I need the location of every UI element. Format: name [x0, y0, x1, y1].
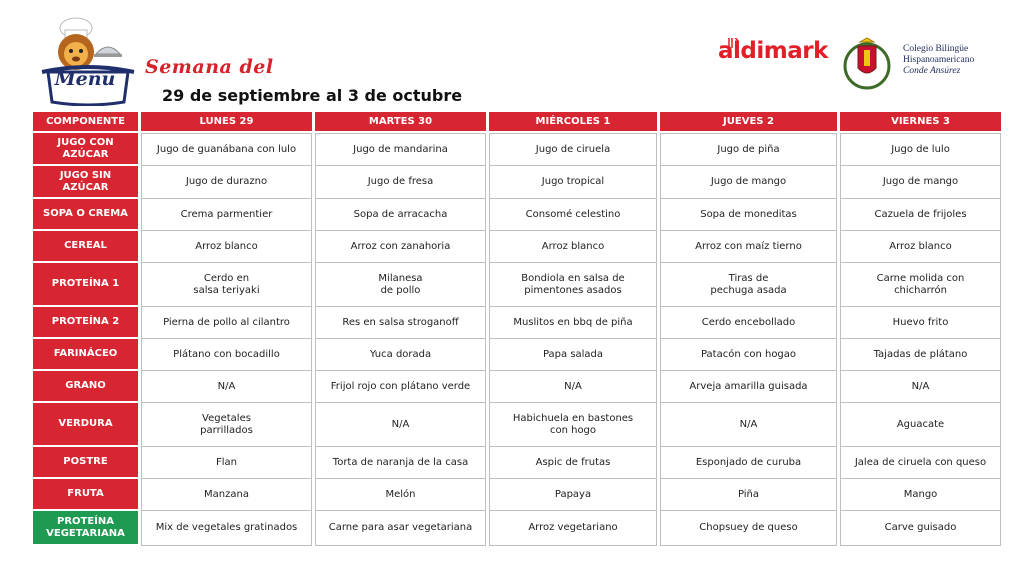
school-line-3: Conde Ansúrez: [903, 66, 961, 76]
menu-cell: Arroz blanco: [141, 231, 312, 263]
menu-cell: Sopa de arracacha: [315, 199, 486, 231]
menu-cell: Melón: [315, 479, 486, 511]
menu-cell: Arveja amarilla guisada: [660, 371, 837, 403]
menu-table: [33, 112, 992, 546]
chef-lion-mascot-icon: [38, 14, 138, 106]
menu-cell: Cazuela de frijoles: [840, 199, 1001, 231]
row-component-label: VERDURA: [33, 403, 138, 447]
school-crest-icon: [840, 36, 894, 90]
column-header-day: MARTES 30: [315, 112, 486, 133]
menu-cell: Yuca dorada: [315, 339, 486, 371]
menu-cell: Mix de vegetales gratinados: [141, 511, 312, 546]
column-header-day: LUNES 29: [141, 112, 312, 133]
brand-logo: aldimark: [718, 38, 828, 64]
row-component-label: GRANO: [33, 371, 138, 403]
menu-cell: Carne para asar vegetariana: [315, 511, 486, 546]
menu-cell: Jugo de mango: [840, 166, 1001, 199]
menu-cell: Jugo de mandarina: [315, 133, 486, 166]
menu-cell: Mango: [840, 479, 1001, 511]
menu-cell: Patacón con hogao: [660, 339, 837, 371]
menu-cell: Sopa de moneditas: [660, 199, 837, 231]
menu-cell: Arroz blanco: [489, 231, 657, 263]
menu-word: Menú: [54, 68, 116, 90]
menu-cell: Consomé celestino: [489, 199, 657, 231]
menu-cell: Esponjado de curuba: [660, 447, 837, 479]
menu-cell: Carne molida con chicharrón: [840, 263, 1001, 307]
menu-cell: Jalea de ciruela con queso: [840, 447, 1001, 479]
menu-cell: N/A: [141, 371, 312, 403]
page-title: Semana del: [145, 56, 274, 78]
menu-cell: Arroz vegetariano: [489, 511, 657, 546]
menu-cell: Vegetales parrillados: [141, 403, 312, 447]
menu-cell: Jugo de lulo: [840, 133, 1001, 166]
date-range: 29 de septiembre al 3 de octubre: [162, 86, 463, 105]
row-component-label: PROTEÍNA 2: [33, 307, 138, 339]
menu-cell: Jugo de guanábana con lulo: [141, 133, 312, 166]
row-component-label: SOPA O CREMA: [33, 199, 138, 231]
menu-cell: Cerdo en salsa teriyaki: [141, 263, 312, 307]
menu-cell: N/A: [840, 371, 1001, 403]
menu-cell: Milanesa de pollo: [315, 263, 486, 307]
menu-cell: Jugo de piña: [660, 133, 837, 166]
menu-cell: Jugo tropical: [489, 166, 657, 199]
row-component-label: POSTRE: [33, 447, 138, 479]
menu-cell: Frijol rojo con plátano verde: [315, 371, 486, 403]
column-header-componente: COMPONENTE: [33, 112, 138, 133]
menu-cell: N/A: [489, 371, 657, 403]
menu-cell: Plátano con bocadillo: [141, 339, 312, 371]
menu-cell: Jugo de ciruela: [489, 133, 657, 166]
row-component-label: FRUTA: [33, 479, 138, 511]
menu-cell: Tiras de pechuga asada: [660, 263, 837, 307]
menu-cell: Tajadas de plátano: [840, 339, 1001, 371]
row-component-label: PROTEÍNA 1: [33, 263, 138, 307]
menu-cell: Jugo de durazno: [141, 166, 312, 199]
school-line-2: Hispanoamericano: [903, 55, 975, 65]
menu-cell: Habichuela en bastones con hogo: [489, 403, 657, 447]
column-header-day: VIERNES 3: [840, 112, 1001, 133]
menu-cell: Arroz blanco: [840, 231, 1001, 263]
menu-cell: Res en salsa stroganoff: [315, 307, 486, 339]
menu-cell: Arroz con zanahoria: [315, 231, 486, 263]
menu-cell: Muslitos en bbq de piña: [489, 307, 657, 339]
menu-cell: Cerdo encebollado: [660, 307, 837, 339]
row-component-label: CEREAL: [33, 231, 138, 263]
menu-cell: Chopsuey de queso: [660, 511, 837, 546]
row-component-label: PROTEÍNA VEGETARIANA: [33, 511, 138, 546]
menu-cell: Huevo frito: [840, 307, 1001, 339]
menu-cell: Flan: [141, 447, 312, 479]
menu-cell: Carve guisado: [840, 511, 1001, 546]
menu-cell: N/A: [315, 403, 486, 447]
school-name: [903, 44, 974, 77]
menu-cell: Torta de naranja de la casa: [315, 447, 486, 479]
menu-cell: Papaya: [489, 479, 657, 511]
menu-cell: Jugo de mango: [660, 166, 837, 199]
row-component-label: JUGO CON AZÚCAR: [33, 133, 138, 166]
column-header-day: JUEVES 2: [660, 112, 837, 133]
menu-cell: Manzana: [141, 479, 312, 511]
menu-cell: Arroz con maíz tierno: [660, 231, 837, 263]
menu-cell: Pierna de pollo al cilantro: [141, 307, 312, 339]
menu-cell: Jugo de fresa: [315, 166, 486, 199]
menu-cell: Aspic de frutas: [489, 447, 657, 479]
menu-cell: Piña: [660, 479, 837, 511]
menu-cell: Aguacate: [840, 403, 1001, 447]
menu-cell: Bondiola en salsa de pimentones asados: [489, 263, 657, 307]
column-header-day: MIÉRCOLES 1: [489, 112, 657, 133]
row-component-label: FARINÁCEO: [33, 339, 138, 371]
school-line-1: Colegio Bilingüe: [903, 44, 969, 54]
menu-cell: Papa salada: [489, 339, 657, 371]
row-component-label: JUGO SIN AZÚCAR: [33, 166, 138, 199]
menu-cell: Crema parmentier: [141, 199, 312, 231]
menu-cell: N/A: [660, 403, 837, 447]
